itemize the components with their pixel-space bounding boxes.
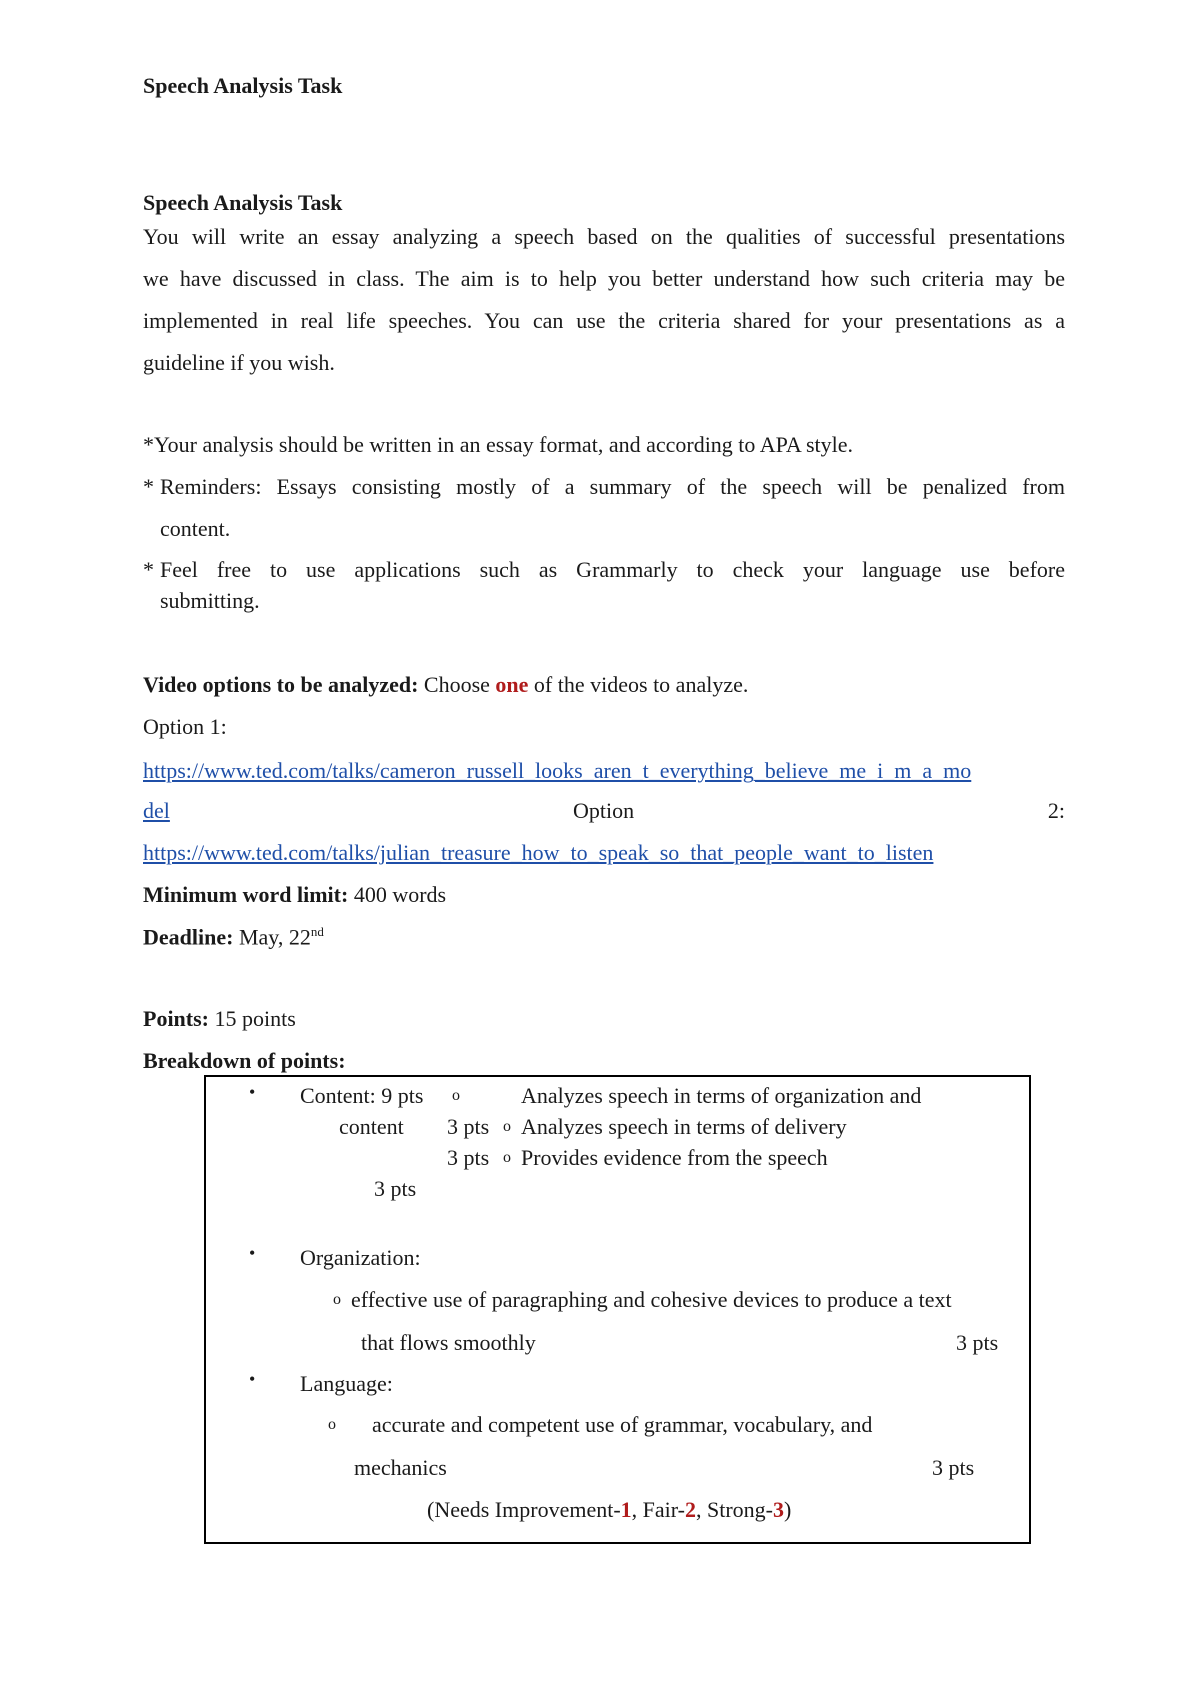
intro-line-3: implemented in real life speeches. You can use the criteria shared for your presentations as a — [143, 308, 1065, 333]
scale-value-1: 1 — [620, 1497, 632, 1522]
content-sub2-text: Analyzes speech in terms of delivery — [521, 1114, 847, 1139]
organization-sub-line-1: effective use of paragraphing and cohesive devices to produce a text — [351, 1287, 952, 1312]
option-2-link-line — [143, 840, 933, 866]
points-label: Points: — [143, 1006, 209, 1031]
note-reminder-line-1: Reminders: Essays consisting mostly of a summary of the speech will be penalized from — [160, 474, 1065, 499]
min-word-line — [143, 882, 446, 908]
note-reminder-line-2: content. — [160, 516, 231, 541]
scale-value-3: 3 — [772, 1497, 784, 1522]
content-sub2-pts: 3 pts — [447, 1114, 490, 1139]
scale-needs-improvement: (Needs Improvement- — [427, 1497, 621, 1522]
content-sub3-marker: o — [503, 1149, 511, 1166]
option-1-link-line — [143, 756, 1065, 786]
note-apa: *Your analysis should be written in an essay format, and according to APA style. — [143, 432, 854, 457]
content-last-pts: 3 pts — [374, 1176, 417, 1201]
option-1-link[interactable]: https://www.ted.com/talks/cameron_russell_looks_aren_t_everything_believe_me_i_m_a_mo — [143, 758, 972, 783]
option-2-label: Option — [573, 798, 635, 823]
scale-fair: , Fair- — [631, 1497, 685, 1522]
content-sub3-text: Provides evidence from the speech — [521, 1145, 828, 1170]
points-line — [143, 1006, 296, 1032]
breakdown-label: Breakdown of points: — [143, 1048, 346, 1073]
organization-sub-marker: o — [333, 1291, 341, 1308]
option-2-number: 2: — [1047, 798, 1065, 823]
bullet-language: • — [249, 1369, 256, 1389]
language-sub-marker: o — [328, 1416, 336, 1433]
rubric-box — [204, 1075, 1031, 1544]
intro-line-4: guideline if you wish. — [143, 350, 335, 375]
content-sub3-pts: 3 pts — [447, 1145, 490, 1170]
section-heading: Speech Analysis Task — [143, 190, 343, 215]
organization-pts: 3 pts — [956, 1330, 999, 1355]
deadline-label: Deadline: — [143, 924, 234, 950]
language-pts: 3 pts — [932, 1455, 975, 1480]
note-grammarly-line-2: submitting. — [160, 588, 260, 613]
content-sub1-marker: o — [452, 1087, 460, 1104]
scale-close: ) — [783, 1497, 792, 1522]
scale-value-2: 2 — [684, 1497, 696, 1522]
rating-scale — [427, 1497, 791, 1523]
organization-sub-line-2: that flows smoothly — [361, 1330, 536, 1355]
content-wrap: content — [339, 1114, 404, 1139]
content-sub1-text: Analyzes speech in terms of organization and — [521, 1083, 922, 1108]
video-options-line — [143, 672, 748, 698]
intro-line-2: we have discussed in class. The aim is to help you better understand how such criteria may be — [143, 266, 1065, 291]
language-sub-line-2: mechanics — [354, 1455, 447, 1480]
organization-label: Organization: — [300, 1245, 421, 1270]
video-options-text-after: of the videos to analyze. — [533, 672, 749, 697]
language-label: Language: — [300, 1371, 393, 1396]
video-options-label: Video options to be analyzed: — [143, 672, 419, 697]
option-1-link-continued[interactable]: del — [143, 798, 170, 823]
video-options-emphasis: one — [495, 672, 529, 697]
deadline-line — [143, 924, 324, 950]
scale-strong: , Strong- — [695, 1497, 773, 1522]
min-word-value: 400 words — [353, 882, 447, 907]
option-1-link-continuation-row — [143, 798, 1065, 824]
language-sub-line-1: accurate and competent use of grammar, vocabulary, and — [372, 1412, 873, 1437]
note-reminder-star: * — [143, 474, 154, 499]
min-word-label: Minimum word limit: — [143, 882, 349, 907]
page-title: Speech Analysis Task — [143, 73, 343, 98]
video-options-text-before: Choose — [423, 672, 490, 697]
note-grammarly-star: * — [143, 557, 154, 582]
option-2-link[interactable]: https://www.ted.com/talks/julian_treasure_how_to_speak_so_that_people_want_to_listen — [143, 840, 934, 865]
option-1-label: Option 1: — [143, 714, 227, 739]
points-value: 15 points — [214, 1006, 296, 1031]
intro-line-1: You will write an essay analyzing a speech based on the qualities of successful presentations — [143, 224, 1065, 249]
note-grammarly-line-1: Feel free to use applications such as Grammarly to check your language use before — [160, 557, 1065, 582]
content-label: Content: 9 pts — [300, 1083, 424, 1108]
bullet-organization: • — [249, 1243, 256, 1263]
deadline-value: May, 22 — [238, 924, 311, 950]
deadline-suffix: nd — [310, 924, 324, 939]
bullet-content: • — [249, 1082, 256, 1102]
content-sub2-marker: o — [503, 1118, 511, 1135]
